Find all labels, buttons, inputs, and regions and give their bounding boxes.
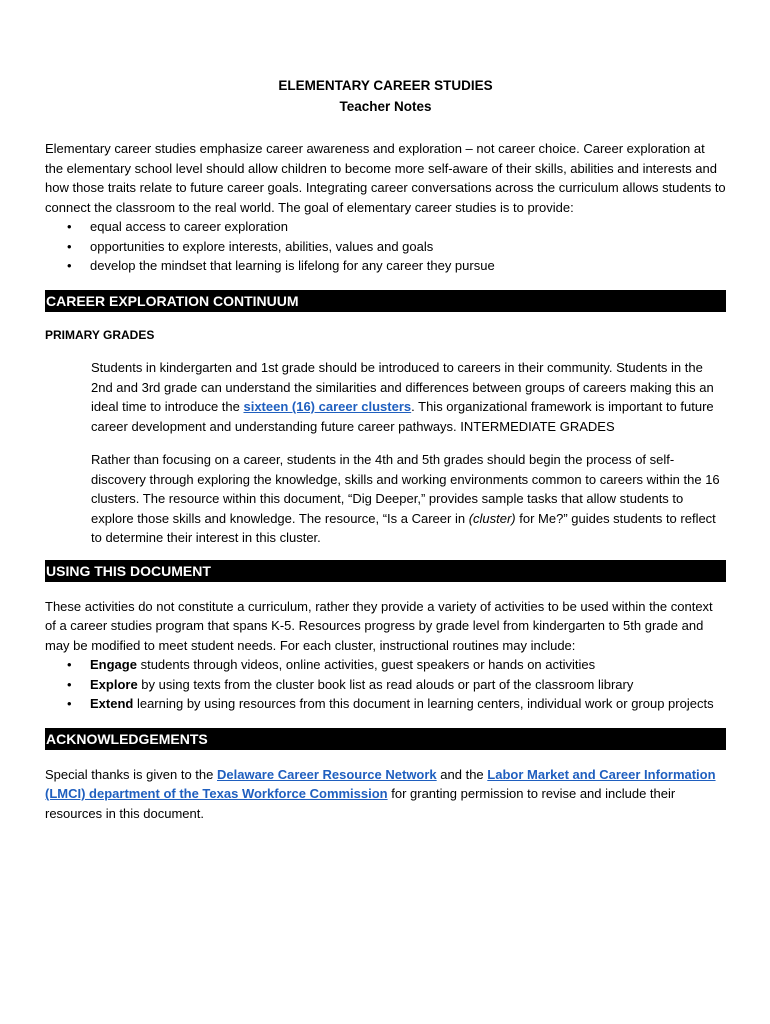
goals-list — [45, 217, 726, 276]
paragraph-text: Students in kindergarten and 1st grade should be introduced to careers in their community. Students in the 2nd and 3rd grade can understand the similarities and differences between groups of careers making this an ideal time to introduce the — [91, 360, 714, 414]
list-item — [45, 217, 726, 237]
delaware-network-link[interactable]: Delaware Career Resource Network — [217, 766, 437, 782]
section-heading-continuum: CAREER EXPLORATION CONTINUUM — [45, 290, 726, 312]
section-heading-using: USING THIS DOCUMENT — [45, 560, 726, 582]
using-paragraph: These activities do not constitute a curriculum, rather they provide a variety of activities to be used within the context of a career studies program that spans K-5. Resources progress by grade level from kindergarten to 5th grade and may be modified to meet student needs. For each cluster, instructional routines may include: — [45, 598, 713, 653]
career-clusters-link[interactable]: sixteen (16) career clusters — [243, 399, 412, 414]
routine-name: Explore — [90, 676, 138, 692]
paragraph-text: for Me?” guides students to reflect to determine their interest in this cluster. — [91, 510, 716, 545]
list-item — [45, 237, 726, 257]
bullet-icon: • — [67, 258, 72, 273]
routine-name: Extend — [90, 696, 134, 711]
section-heading-acknowledgements: ACKNOWLEDGEMENTS — [45, 728, 726, 750]
bullet-icon: • — [67, 676, 72, 692]
list-item — [45, 694, 726, 714]
list-item — [45, 256, 726, 276]
intro-paragraph: Elementary career studies emphasize career awareness and exploration – not career choice. Career exploration at the elementary school level should allow children to become more self-aware of their skills, abilities and interests and how those traits relate to future career goals. Integrating career conversations across the curriculum allows students to connect the classroom to the real world. The goal of elementary career studies is to provide: — [45, 141, 726, 215]
routine-name: Engage — [90, 657, 137, 672]
list-item — [45, 655, 726, 675]
texas-lmci-link[interactable]: Labor Market and Career Information (LMCI) department of the Texas Workforce Commission — [45, 766, 716, 801]
routine-description: students through videos, online activities, guest speakers or hands on activities — [136, 657, 596, 672]
cluster-italic: (cluster) — [468, 510, 516, 526]
title-block — [45, 0, 726, 117]
paragraph-text: Special thanks is given to the — [45, 766, 217, 782]
acknowledgements-paragraph — [45, 765, 726, 824]
paragraph-text: for granting permission to revise and include their resources in this document. — [45, 786, 676, 821]
document-subtitle: Teacher Notes — [339, 99, 432, 114]
subheading-primary-grades: PRIMARY GRADES — [45, 327, 155, 342]
routines-list — [45, 655, 726, 714]
bullet-icon: • — [67, 657, 72, 672]
list-item — [45, 675, 726, 695]
intermediate-grades-paragraph — [45, 450, 726, 548]
list-item-text: equal access to career exploration — [90, 219, 289, 234]
paragraph-text: . This organizational framework is important to future career development and understanding future career pathways. INTERMEDIATE GRADES — [91, 399, 714, 434]
document-title: ELEMENTARY CAREER STUDIES — [278, 78, 493, 93]
bullet-icon: • — [67, 238, 72, 254]
list-item-text: opportunities to explore interests, abilities, values and goals — [90, 238, 434, 254]
bullet-icon: • — [67, 219, 72, 234]
primary-grades-paragraph — [45, 358, 726, 436]
bullet-icon: • — [67, 696, 72, 711]
list-item-text: develop the mindset that learning is lifelong for any career they pursue — [90, 258, 495, 273]
paragraph-text: Rather than focusing on a career, students in the 4th and 5th grades should begin the process of self-discovery through exploring the knowledge, skills and working environments common to careers within the 16 clusters. The resource within this document, “Dig Deeper,” provides sample tasks that allow students to explore those skills and knowledge. The resource, “Is a Career in — [91, 452, 720, 526]
routine-description: by using texts from the cluster book list as read alouds or part of the classroom library — [137, 676, 634, 692]
paragraph-text: and the — [436, 766, 488, 782]
routine-description: learning by using resources from this document in learning centers, individual work or group projects — [133, 696, 714, 711]
